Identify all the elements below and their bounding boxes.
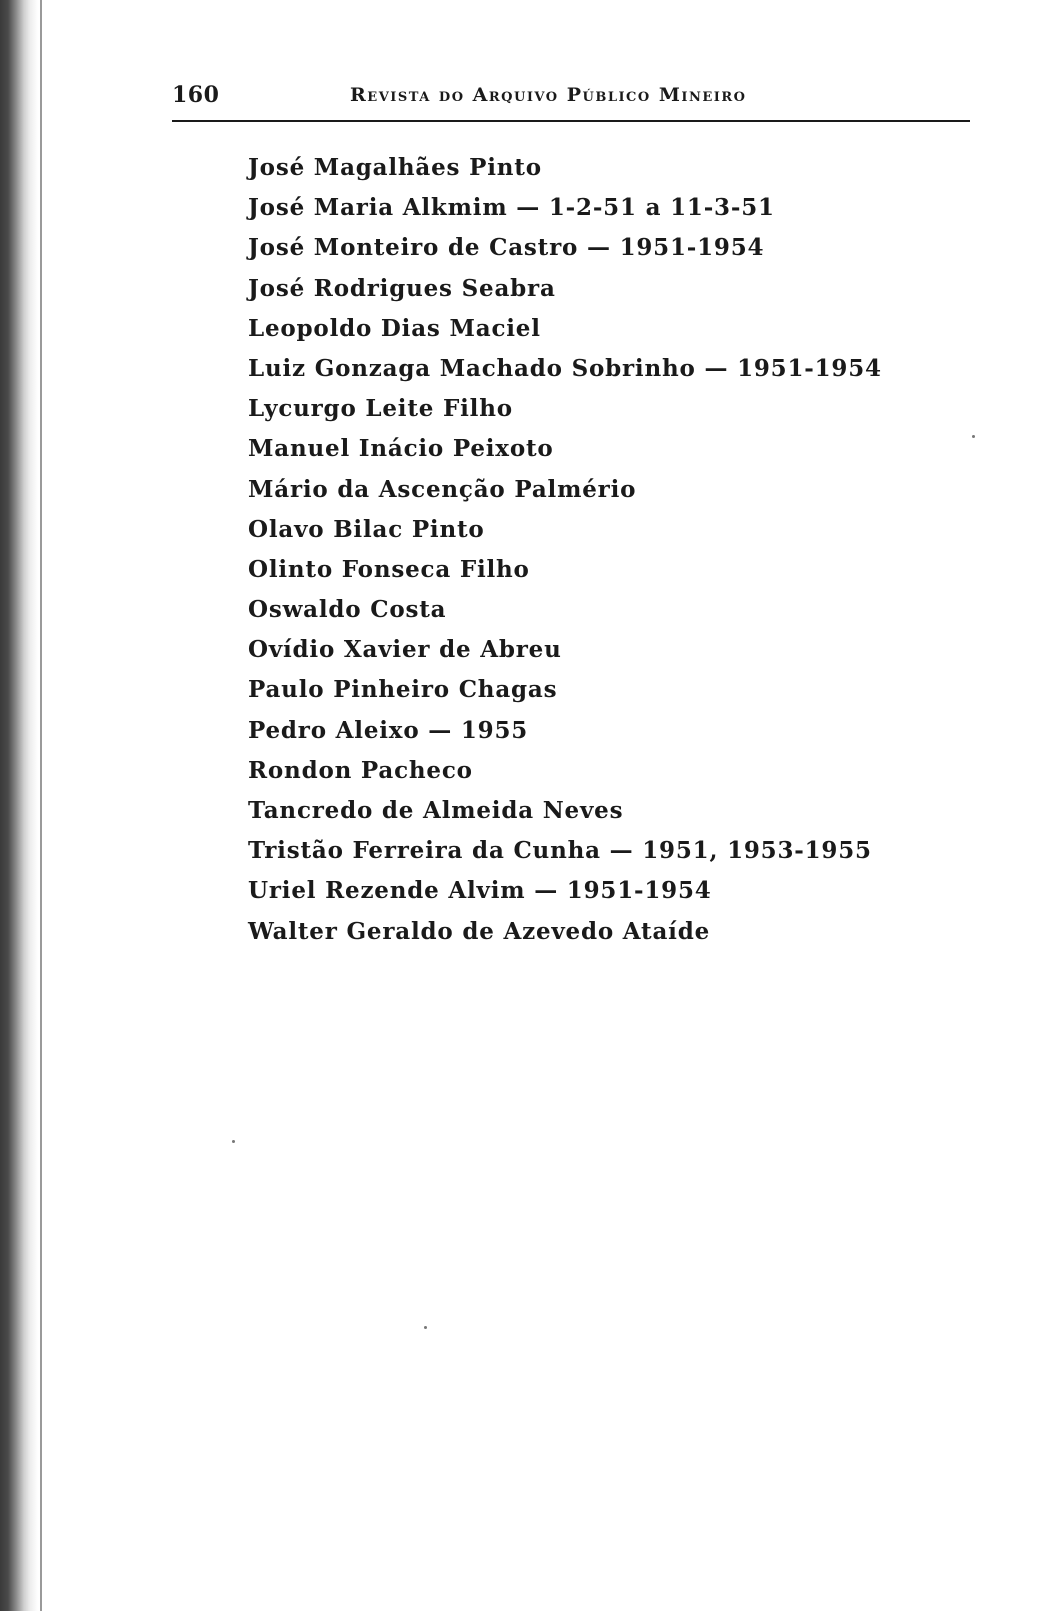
name-entry: Tancredo de Almeida Neves — [248, 797, 624, 824]
name-entry: Rondon Pacheco — [248, 756, 473, 784]
name-entry: Olavo Bilac Pinto — [248, 515, 485, 543]
name-entry: Walter Geraldo de Azevedo Ataíde — [248, 917, 711, 945]
name-entry: Oswaldo Costa — [248, 596, 447, 624]
name-entry: Luiz Gonzaga Machado Sobrinho — 1951-1954 — [248, 354, 882, 382]
name-entry: José Monteiro de Castro — 1951-1954 — [248, 234, 765, 262]
name-entry: Mário da Ascenção Palmério — [248, 475, 637, 503]
name-entry: Lycurgo Leite Filho — [248, 395, 513, 423]
header-rule — [172, 120, 970, 122]
paper-speck — [232, 1140, 235, 1143]
running-title: Revista do Arquivo Público Mineiro — [350, 84, 747, 106]
page-header — [172, 82, 970, 114]
name-entry: Pedro Aleixo — 1955 — [248, 716, 529, 744]
name-entry: Tristão Ferreira da Cunha — 1951, 1953-1955 — [248, 837, 872, 865]
page-number: 160 — [172, 82, 220, 108]
name-entry: Uriel Rezende Alvim — 1951-1954 — [248, 877, 712, 905]
name-entry: José Rodrigues Seabra — [248, 274, 556, 302]
name-list — [248, 148, 948, 952]
name-entry: Ovídio Xavier de Abreu — [248, 636, 562, 664]
name-entry: Leopoldo Dias Maciel — [248, 314, 541, 342]
paper-speck — [972, 435, 975, 438]
name-entry: José Maria Alkmim — 1-2-51 a 11-3-51 — [248, 194, 775, 222]
name-entry: Manuel Inácio Peixoto — [248, 435, 554, 463]
paper-speck — [424, 1326, 427, 1329]
name-entry: Olinto Fonseca Filho — [248, 555, 530, 583]
name-entry: Paulo Pinheiro Chagas — [248, 676, 558, 704]
name-entry: José Magalhães Pinto — [248, 154, 542, 181]
